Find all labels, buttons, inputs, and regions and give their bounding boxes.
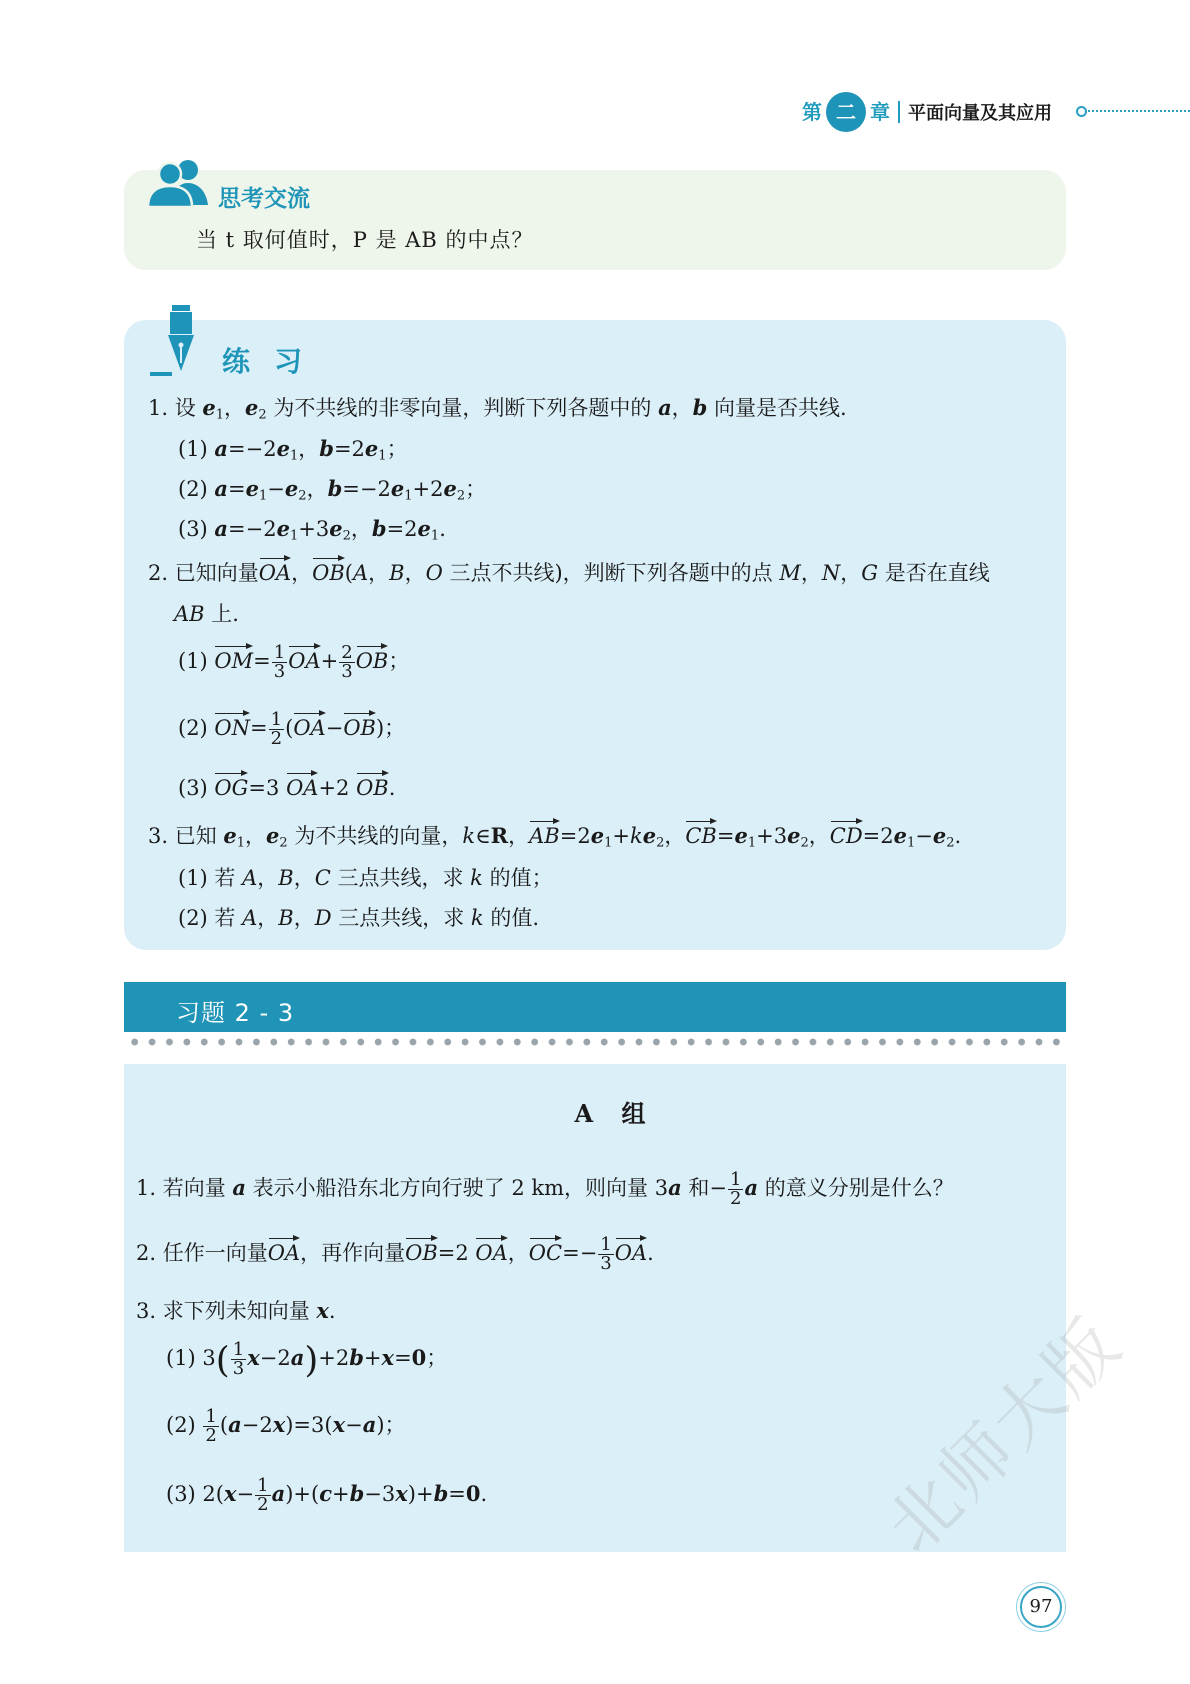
chapter-header [802,92,1052,134]
header-dot-endpoint [1076,106,1087,117]
practice-q1-part3: (3) $a=-2e_1+3e_2$，$b=2e_1$. [178,516,446,544]
practice-title: 练习 [222,345,327,378]
chapter-suffix: 章 [870,100,890,124]
people-discussion-icon [146,157,212,209]
page-number: 97 [1020,1586,1062,1628]
group-a-title: A 组 [574,1099,656,1128]
exercise-q3-part1: (1) 3( $\frac{1}{3}$ x−2a)+2b+x=0； [166,1338,448,1381]
fountain-pen-icon [150,305,206,377]
publisher-watermark: 北师大版 [870,1301,1138,1569]
header-divider [898,101,900,123]
header-dotted-line [1080,110,1190,112]
practice-q2-stem-cont: AB 上. [174,602,239,626]
practice-q3-part2: (2) 若 A，B，D 三点共线，求 k 的值. [178,906,540,930]
think-question-text: 当 t 取何值时，P 是 AB 的中点？ [196,228,534,252]
chapter-prefix: 第 [802,100,822,124]
think-question [196,224,534,254]
chapter-title: 平面向量及其应用 [908,103,1052,124]
exercise-q1: 1. 若向量 a 表示小船沿东北方向行驶了 2 km，则向量 3a 和− $\frac{1}{2}$ a 的意义分别是什么？ [136,1169,954,1210]
practice-q2-part2: (2) ON= $\frac{1}{2}$ (OA−OB)； [178,709,406,750]
practice-q2-stem: 2. 已知向量OA，OB(A，B，O 三点不共线)，判断下列各题中的点 M，N，G 是否在直线 [148,561,990,585]
exercise-dotted-divider [126,1036,1066,1048]
practice-q1-part2: (2) $a=e_1-e_2$，$b=-2e_1+2e_2$； [178,476,487,504]
think-title: 思考交流 [218,186,310,212]
exercise-q3-part3: (3) 2(x− $\frac{1}{2}$ a)+(c+b−3x)+b=0. [166,1475,488,1516]
exercise-title: 习题 2 - 3 [176,999,295,1027]
exercise-q3-part2: (2) $\frac{1}{2}$ (a−2x)=3(x−a)； [166,1406,406,1447]
exercise-q3-stem: 3. 求下列未知向量 x. [136,1298,336,1323]
practice-q3-stem: 3. 已知 $e_1$，$e_2$ 为不共线的向量，k∈R，$AB=2e_1+ke_2$，$CB=e_1+3e_2$，$CD=2e_1-e_2$. [148,823,962,851]
exercise-q2: 2. 任作一向量OA，再作向量OB=2 OA，OC=− $\frac{1}{3}$ OA. [136,1234,654,1275]
practice-q2-part1: (1) OM= $\frac{1}{3}$ OA+ $\frac{2}{3}$ OB； [178,642,410,683]
practice-q1-part1: (1) $a=-2e_1$，$b=2e_1$； [178,436,408,464]
practice-q1-stem: 1. 设 $e_1$，$e_2$ 为不共线的非零向量，判断下列各题中的 a，b 向量是否共线. [148,395,847,423]
practice-q2-part3: (3) OG=3 OA+2 OB. [178,776,396,800]
chapter-number-badge: 二 [826,92,866,132]
practice-q3-part1: (1) 若 A，B，C 三点共线，求 k 的值； [178,866,553,890]
